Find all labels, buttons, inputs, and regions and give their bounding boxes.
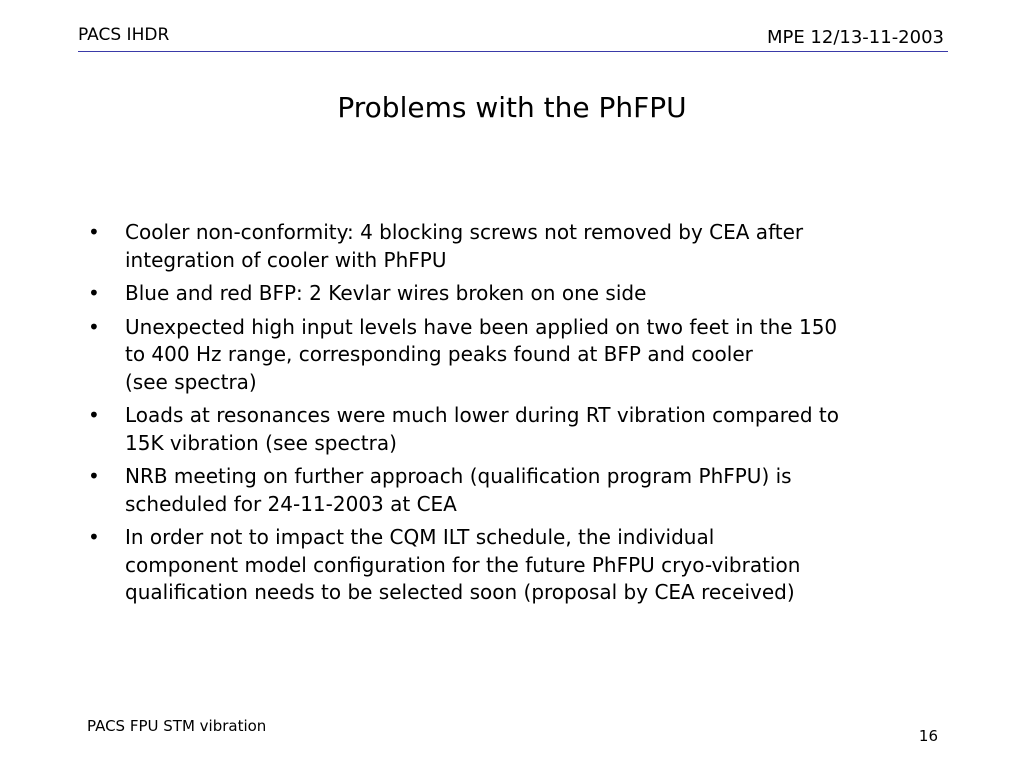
bullet-line: to 400 Hz range, corresponding peaks found at BFP and cooler — [125, 342, 753, 366]
bullet-dot-icon: • — [88, 281, 100, 305]
bullet-line: NRB meeting on further approach (qualification program PhFPU) is — [125, 464, 792, 488]
bullet-line: scheduled for 24-11-2003 at CEA — [125, 491, 457, 516]
bullet-text — [125, 314, 964, 397]
bullet-line: Unexpected high input levels have been applied on two feet in the 150 — [125, 314, 838, 339]
header-date-label: MPE 12/13-11-2003 — [766, 27, 944, 48]
bullet-line: component model configuration for the future PhFPU cryo-vibration — [125, 552, 801, 577]
bullet-line: 15K vibration (see spectra) — [125, 430, 397, 455]
bullet-text — [125, 402, 964, 457]
bullet-line: integration of cooler with PhFPU — [125, 247, 447, 272]
bullet-text — [125, 219, 964, 274]
slide-title: Problems with the PhFPU — [337, 91, 687, 124]
bullet-item — [84, 314, 964, 397]
bullet-dot-icon: • — [88, 314, 100, 339]
header-divider — [78, 51, 948, 52]
bullet-item — [84, 463, 964, 518]
bullet-item — [84, 219, 964, 274]
bullet-dot-icon: • — [88, 220, 100, 244]
bullet-dot-icon: • — [88, 403, 100, 427]
page-number: 16 — [918, 727, 938, 745]
bullet-line: qualification needs to be selected soon (proposal by CEA received) — [125, 580, 795, 604]
bullet-item — [84, 402, 964, 457]
bullet-line: Loads at resonances were much lower during RT vibration compared to — [125, 403, 839, 427]
bullet-text — [125, 463, 964, 518]
bullet-dot-icon: • — [88, 525, 100, 549]
bullet-line: In order not to impact the CQM ILT schedule, the individual — [125, 525, 715, 549]
bullet-text — [125, 280, 964, 308]
bullet-item — [84, 280, 964, 308]
bullet-list — [84, 219, 964, 613]
bullet-line: Cooler non-conformity: 4 blocking screws not removed by CEA after — [125, 220, 804, 244]
bullet-line: Blue and red BFP: 2 Kevlar wires broken on one side — [125, 281, 647, 305]
bullet-line: (see spectra) — [125, 369, 257, 394]
header-project-label: PACS IHDR — [78, 25, 170, 45]
bullet-item — [84, 524, 964, 607]
bullet-text — [125, 524, 964, 607]
bullet-dot-icon: • — [88, 464, 100, 488]
footer-label: PACS FPU STM vibration — [87, 717, 267, 735]
